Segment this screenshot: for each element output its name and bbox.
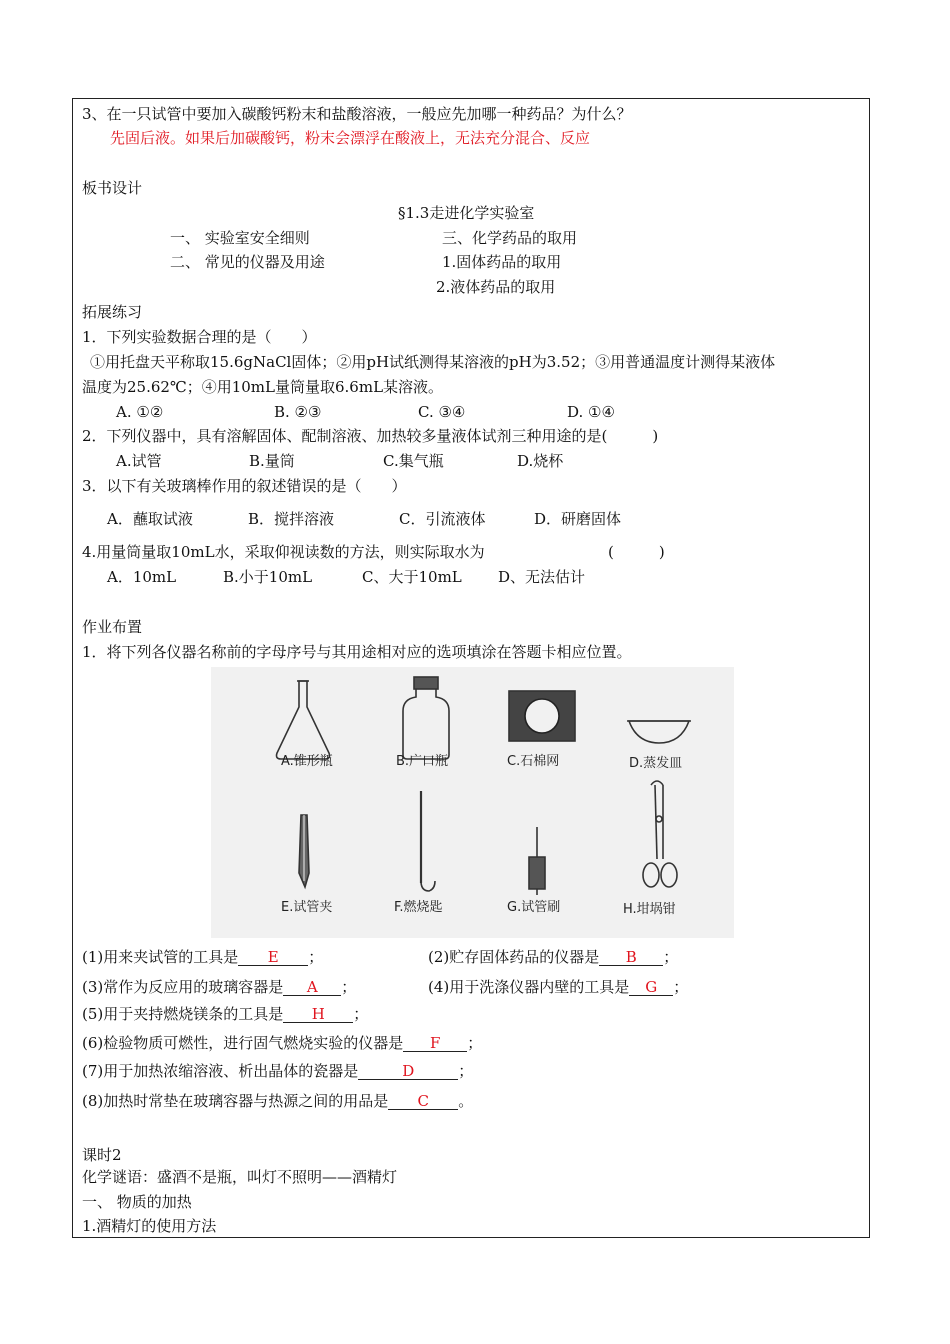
homework-item-3: (3)常作为反应用的玻璃容器是 A ； xyxy=(82,978,357,996)
board-right-1: 三、化学药品的取用 xyxy=(442,229,578,247)
practice-q2-option-d: D.烧杯 xyxy=(517,452,564,470)
practice-q1-option-d: D. ①④ xyxy=(567,403,615,421)
figure-label-b: B.广口瓶 xyxy=(396,754,449,769)
homework-item-1: (1)用来夹试管的工具是 E ； xyxy=(82,948,324,966)
figure-label-g: G.试管刷 xyxy=(507,900,561,915)
homework-item-7: (7)用于加热浓缩溶液、析出晶体的瓷器是 D ； xyxy=(82,1062,474,1080)
answer-blank-8[interactable]: C xyxy=(388,1093,458,1110)
practice-q3-option-d: D．研磨固体 xyxy=(534,510,622,528)
practice-q4-option-c: C、大于10mL xyxy=(362,568,462,586)
homework-item-5: (5)用于夹持燃烧镁条的工具是 H ； xyxy=(82,1005,369,1023)
answer-blank-6[interactable]: F xyxy=(403,1035,467,1052)
homework-item-4: (4)用于洗涤仪器内壁的工具是 G ； xyxy=(428,978,689,996)
board-heading: 板书设计 xyxy=(82,179,143,197)
homework-item-2: (2)贮存固体药品的仪器是 B ； xyxy=(428,948,679,966)
practice-q4-paren: ( ) xyxy=(608,543,665,561)
homework-item-8: (8)加热时常垫在玻璃容器与热源之间的用品是 C 。 xyxy=(82,1092,474,1110)
homework-heading: 作业布置 xyxy=(82,618,143,636)
figure-label-d: D.蒸发皿 xyxy=(629,756,683,771)
wide-mouth-bottle-icon xyxy=(403,677,449,759)
board-left-2: 二、 常见的仪器及用途 xyxy=(170,253,325,271)
figure-label-f: F.燃烧匙 xyxy=(394,900,443,915)
lesson2-sub: 1.酒精灯的使用方法 xyxy=(82,1217,217,1235)
answer-blank-1[interactable]: E xyxy=(238,949,308,966)
figure-label-a: A.锥形瓶 xyxy=(281,754,333,769)
practice-q1-line1: ①用托盘天平称取15.6gNaCl固体；②用pH试纸测得某溶液的pH为3.52；③用普通温度计测得某液体 xyxy=(90,353,776,371)
practice-q4-stem: 4.用量筒量取10mL水，采取仰视读数的方法，则实际取水为 xyxy=(82,543,485,561)
figure-label-c: C.石棉网 xyxy=(507,754,560,769)
answer-blank-4[interactable]: G xyxy=(629,979,673,996)
prev-answer-3: 先固后液。如果后加碳酸钙，粉末会漂浮在酸液上，无法充分混合、反应 xyxy=(110,129,591,147)
asbestos-gauze-icon xyxy=(509,691,575,741)
board-right-3: 2.液体药品的取用 xyxy=(436,278,556,296)
practice-q2-stem: 2．下列仪器中，具有溶解固体、配制溶液、加热较多量液体试剂三种用途的是( ) xyxy=(82,427,659,445)
practice-q2-option-b: B.量筒 xyxy=(249,452,295,470)
practice-q1-line2: 温度为25.62℃；④用10mL量筒量取6.6mL某溶液。 xyxy=(82,378,444,396)
practice-q1-stem: 1．下列实验数据合理的是（ ） xyxy=(82,328,317,346)
practice-q1-option-a: A. ①② xyxy=(116,403,164,421)
conical-flask-icon xyxy=(277,681,330,759)
evaporating-dish-icon xyxy=(627,721,691,743)
prev-question-3: 3、在一只试管中要加入碳酸钙粉末和盐酸溶液，一般应先加哪一种药品？为什么？ xyxy=(82,105,632,123)
board-title: §1.3走进化学实验室 xyxy=(398,204,535,222)
homework-item-6: (6)检验物质可燃性，进行固气燃烧实验的仪器是 F ； xyxy=(82,1034,483,1052)
board-left-1: 一、 实验室安全细则 xyxy=(170,229,310,247)
board-right-2: 1.固体药品的取用 xyxy=(442,253,562,271)
practice-q3-option-c: C．引流液体 xyxy=(399,510,486,528)
test-tube-brush-icon xyxy=(529,827,545,895)
practice-q4-option-a: A．10mL xyxy=(107,568,177,586)
answer-blank-2[interactable]: B xyxy=(599,949,663,966)
test-tube-holder-icon xyxy=(299,815,309,887)
practice-q3-stem: 3．以下有关玻璃棒作用的叙述错误的是（ ） xyxy=(82,477,407,495)
practice-q3-option-b: B．搅拌溶液 xyxy=(248,510,335,528)
practice-heading: 拓展练习 xyxy=(82,303,143,321)
combustion-spoon-icon xyxy=(421,791,435,891)
figure-label-e: E.试管夹 xyxy=(281,900,333,915)
answer-blank-5[interactable]: H xyxy=(283,1006,353,1023)
practice-q4-option-d: D、无法估计 xyxy=(498,568,586,586)
practice-q3-option-a: A．蘸取试液 xyxy=(107,510,193,528)
practice-q2-option-c: C.集气瓶 xyxy=(383,452,444,470)
figure-label-h: H.坩埚钳 xyxy=(623,902,676,917)
crucible-tongs-icon xyxy=(643,781,677,887)
homework-q1-stem: 1．将下列各仪器名称前的字母序号与其用途相对应的选项填涂在答题卡相应位置。 xyxy=(82,643,632,661)
lesson2-section: 一、 物质的加热 xyxy=(82,1193,192,1211)
lesson2-heading: 课时2 xyxy=(82,1146,122,1164)
instrument-figure xyxy=(211,667,734,938)
answer-blank-7[interactable]: D xyxy=(358,1063,458,1080)
practice-q2-option-a: A.试管 xyxy=(116,452,162,470)
practice-q4-option-b: B.小于10mL xyxy=(223,568,313,586)
answer-blank-3[interactable]: A xyxy=(283,979,341,996)
practice-q1-option-c: C. ③④ xyxy=(418,403,466,421)
practice-q1-option-b: B. ②③ xyxy=(274,403,322,421)
lesson2-riddle: 化学谜语：盛酒不是瓶，叫灯不照明——酒精灯 xyxy=(82,1168,398,1186)
